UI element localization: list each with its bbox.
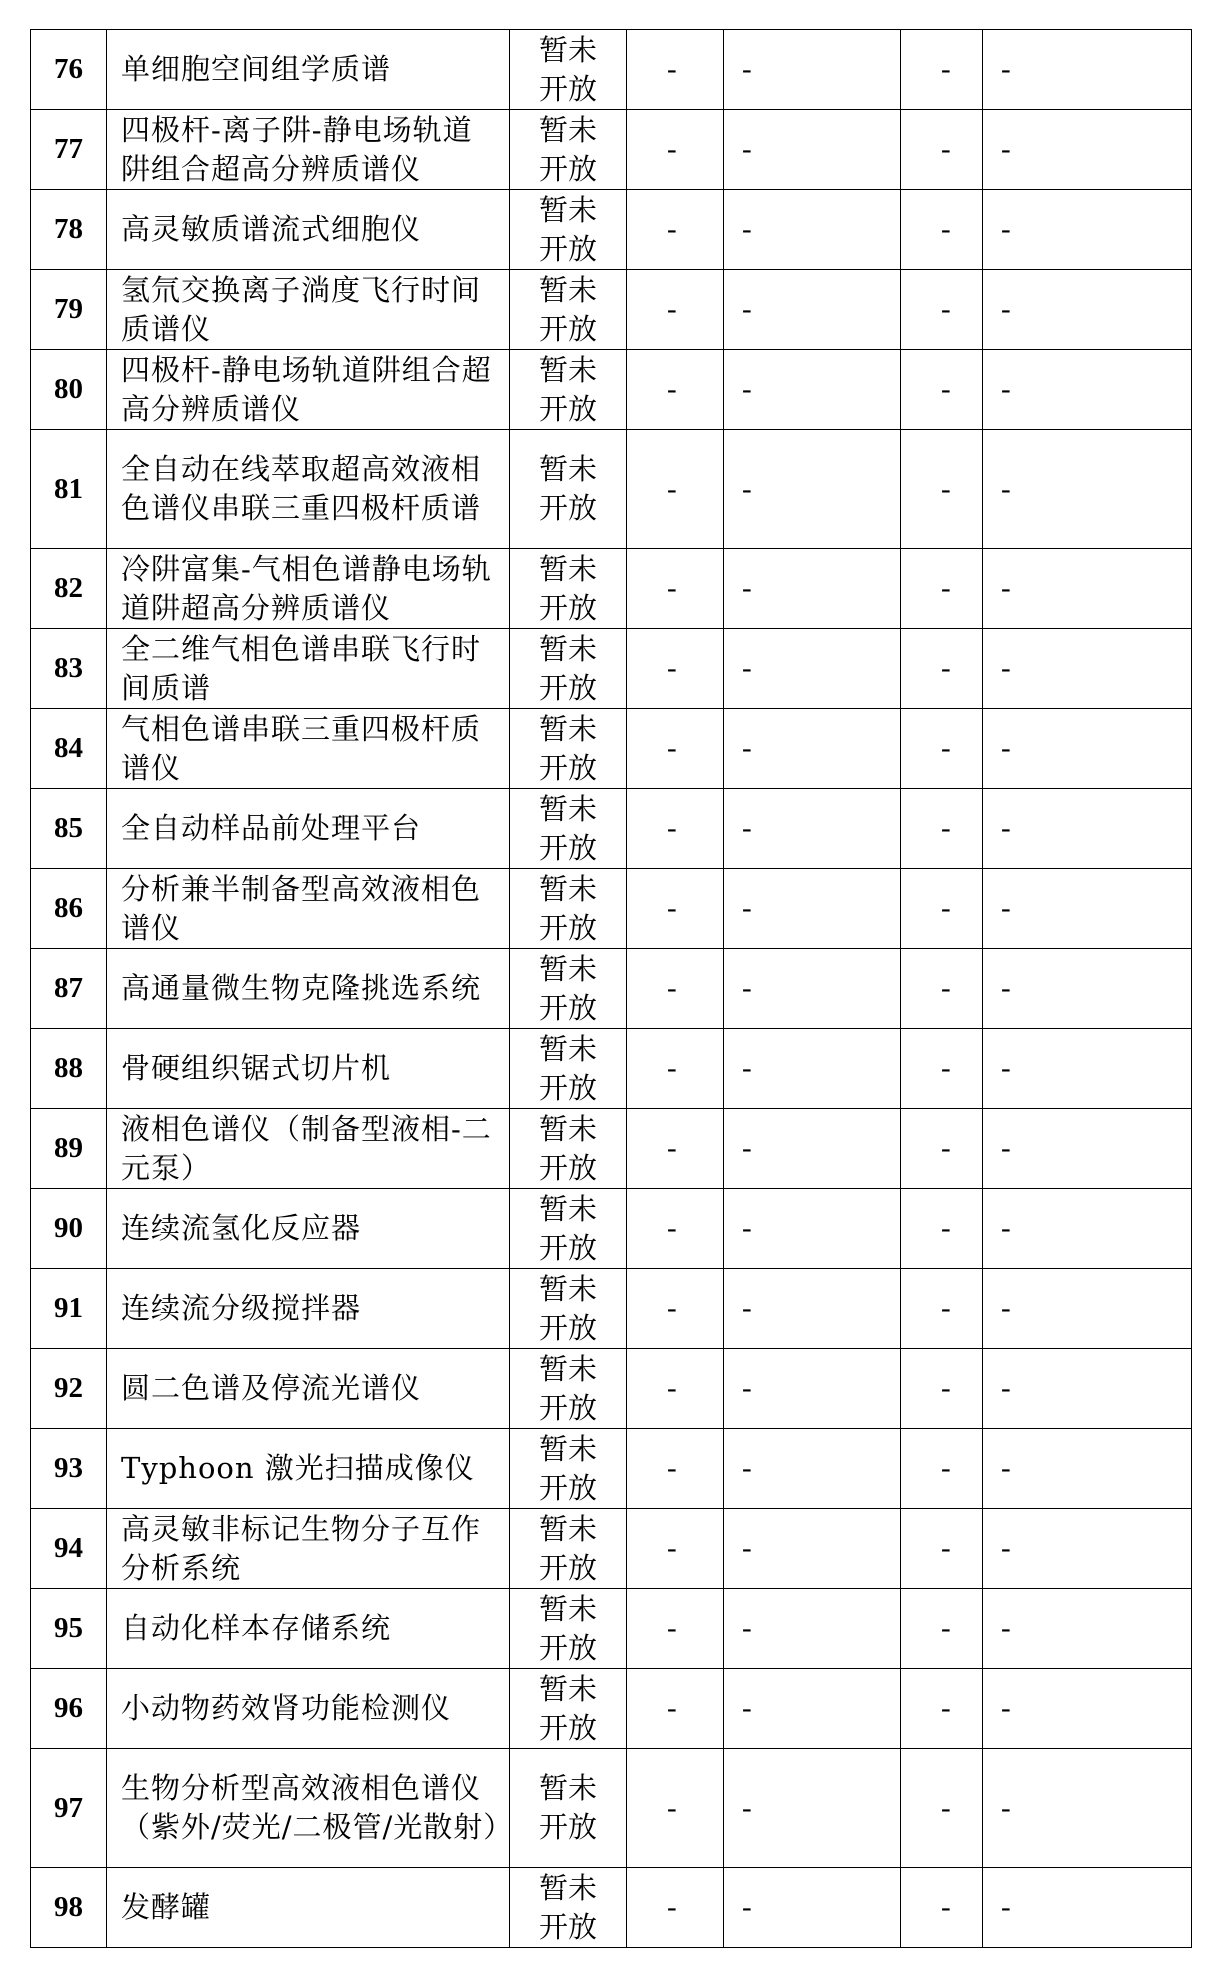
placeholder-cell: - bbox=[901, 1589, 983, 1669]
placeholder-cell: - bbox=[901, 629, 983, 709]
row-number: 78 bbox=[31, 190, 107, 270]
status-line-1: 暂未 bbox=[538, 1031, 597, 1066]
status-line-2: 开放 bbox=[538, 1390, 597, 1425]
placeholder-cell: - bbox=[983, 1669, 1192, 1749]
placeholder-cell: - bbox=[627, 869, 724, 949]
instrument-name: 单细胞空间组学质谱 bbox=[107, 30, 510, 110]
status-line-2: 开放 bbox=[538, 590, 597, 625]
equipment-table bbox=[30, 29, 1192, 1948]
availability-status bbox=[510, 949, 627, 1029]
availability-status bbox=[510, 709, 627, 789]
instrument-name: 小动物药效肾功能检测仪 bbox=[107, 1669, 510, 1749]
availability-status bbox=[510, 1749, 627, 1868]
availability-status bbox=[510, 1669, 627, 1749]
placeholder-cell: - bbox=[724, 190, 901, 270]
placeholder-cell: - bbox=[983, 430, 1192, 549]
row-number: 96 bbox=[31, 1669, 107, 1749]
availability-status bbox=[510, 430, 627, 549]
status-line-1: 暂未 bbox=[538, 1191, 597, 1226]
status-line-1: 暂未 bbox=[538, 452, 597, 486]
availability-status bbox=[510, 869, 627, 949]
placeholder-cell: - bbox=[983, 350, 1192, 430]
status-line-2: 开放 bbox=[538, 1710, 597, 1745]
status-line-1: 暂未 bbox=[538, 551, 597, 586]
table-row bbox=[31, 1109, 1192, 1189]
placeholder-cell: - bbox=[901, 709, 983, 789]
availability-status bbox=[510, 270, 627, 350]
availability-status bbox=[510, 1868, 627, 1948]
placeholder-cell: - bbox=[983, 1868, 1192, 1948]
table-row bbox=[31, 869, 1192, 949]
status-line-1: 暂未 bbox=[538, 1671, 597, 1706]
table-row bbox=[31, 1749, 1192, 1868]
placeholder-cell: - bbox=[627, 1669, 724, 1749]
placeholder-cell: - bbox=[901, 190, 983, 270]
placeholder-cell: - bbox=[627, 1269, 724, 1349]
availability-status bbox=[510, 1269, 627, 1349]
placeholder-cell: - bbox=[983, 1109, 1192, 1189]
row-number: 77 bbox=[31, 110, 107, 190]
placeholder-cell: - bbox=[724, 549, 901, 629]
placeholder-cell: - bbox=[724, 1269, 901, 1349]
table-body bbox=[31, 30, 1192, 1948]
placeholder-cell: - bbox=[627, 1589, 724, 1669]
placeholder-cell: - bbox=[724, 110, 901, 190]
table-row bbox=[31, 1269, 1192, 1349]
placeholder-cell: - bbox=[724, 709, 901, 789]
status-line-1: 暂未 bbox=[538, 1111, 597, 1146]
instrument-name: 全自动在线萃取超高效液相色谱仪串联三重四极杆质谱 bbox=[107, 430, 510, 549]
table-row bbox=[31, 350, 1192, 430]
instrument-name: 连续流氢化反应器 bbox=[107, 1189, 510, 1269]
table-row bbox=[31, 709, 1192, 789]
placeholder-cell: - bbox=[724, 1189, 901, 1269]
status-line-1: 暂未 bbox=[538, 192, 597, 227]
placeholder-cell: - bbox=[627, 949, 724, 1029]
table-row bbox=[31, 549, 1192, 629]
status-line-1: 暂未 bbox=[538, 352, 597, 387]
instrument-name: 氢氘交换离子淌度飞行时间质谱仪 bbox=[107, 270, 510, 350]
row-number: 91 bbox=[31, 1269, 107, 1349]
status-line-2: 开放 bbox=[538, 1470, 597, 1505]
row-number: 92 bbox=[31, 1349, 107, 1429]
table-row bbox=[31, 270, 1192, 350]
row-number: 98 bbox=[31, 1868, 107, 1948]
placeholder-cell: - bbox=[983, 869, 1192, 949]
availability-status bbox=[510, 1349, 627, 1429]
availability-status bbox=[510, 1029, 627, 1109]
table-row bbox=[31, 1868, 1192, 1948]
placeholder-cell: - bbox=[627, 1749, 724, 1868]
instrument-name: 四极杆-静电场轨道阱组合超高分辨质谱仪 bbox=[107, 350, 510, 430]
placeholder-cell: - bbox=[724, 1109, 901, 1189]
placeholder-cell: - bbox=[983, 1029, 1192, 1109]
row-number: 80 bbox=[31, 350, 107, 430]
row-number: 85 bbox=[31, 789, 107, 869]
status-line-1: 暂未 bbox=[538, 272, 597, 307]
row-number: 86 bbox=[31, 869, 107, 949]
row-number: 84 bbox=[31, 709, 107, 789]
table-row bbox=[31, 430, 1192, 549]
status-line-1: 暂未 bbox=[538, 32, 597, 67]
instrument-name: 圆二色谱及停流光谱仪 bbox=[107, 1349, 510, 1429]
status-line-1: 暂未 bbox=[538, 711, 597, 746]
status-line-2: 开放 bbox=[538, 1150, 597, 1185]
placeholder-cell: - bbox=[724, 1029, 901, 1109]
row-number: 94 bbox=[31, 1509, 107, 1589]
table-row bbox=[31, 1669, 1192, 1749]
row-number: 83 bbox=[31, 629, 107, 709]
availability-status bbox=[510, 350, 627, 430]
placeholder-cell: - bbox=[724, 1669, 901, 1749]
placeholder-cell: - bbox=[901, 350, 983, 430]
row-number: 76 bbox=[31, 30, 107, 110]
placeholder-cell: - bbox=[627, 1109, 724, 1189]
status-line-2: 开放 bbox=[538, 391, 597, 426]
placeholder-cell: - bbox=[983, 1429, 1192, 1509]
placeholder-cell: - bbox=[627, 30, 724, 110]
availability-status bbox=[510, 1109, 627, 1189]
availability-status bbox=[510, 1189, 627, 1269]
placeholder-cell: - bbox=[983, 1509, 1192, 1589]
placeholder-cell: - bbox=[627, 1868, 724, 1948]
placeholder-cell: - bbox=[901, 1509, 983, 1589]
placeholder-cell: - bbox=[983, 270, 1192, 350]
instrument-name: Typhoon 激光扫描成像仪 bbox=[107, 1429, 510, 1509]
placeholder-cell: - bbox=[724, 30, 901, 110]
status-line-1: 暂未 bbox=[538, 1511, 597, 1546]
availability-status bbox=[510, 1509, 627, 1589]
placeholder-cell: - bbox=[901, 1269, 983, 1349]
placeholder-cell: - bbox=[627, 629, 724, 709]
table-row bbox=[31, 190, 1192, 270]
placeholder-cell: - bbox=[724, 1868, 901, 1948]
row-number: 87 bbox=[31, 949, 107, 1029]
row-number: 79 bbox=[31, 270, 107, 350]
status-line-2: 开放 bbox=[538, 1230, 597, 1265]
placeholder-cell: - bbox=[901, 949, 983, 1029]
placeholder-cell: - bbox=[724, 1349, 901, 1429]
placeholder-cell: - bbox=[983, 190, 1192, 270]
placeholder-cell: - bbox=[983, 1749, 1192, 1868]
status-line-1: 暂未 bbox=[538, 631, 597, 666]
instrument-name: 高灵敏质谱流式细胞仪 bbox=[107, 190, 510, 270]
placeholder-cell: - bbox=[901, 1189, 983, 1269]
placeholder-cell: - bbox=[627, 709, 724, 789]
availability-status bbox=[510, 549, 627, 629]
status-line-1: 暂未 bbox=[538, 112, 597, 147]
placeholder-cell: - bbox=[901, 1029, 983, 1109]
row-number: 88 bbox=[31, 1029, 107, 1109]
instrument-name: 分析兼半制备型高效液相色谱仪 bbox=[107, 869, 510, 949]
placeholder-cell: - bbox=[901, 1109, 983, 1189]
placeholder-cell: - bbox=[901, 30, 983, 110]
status-line-1: 暂未 bbox=[538, 1431, 597, 1466]
placeholder-cell: - bbox=[983, 110, 1192, 190]
status-line-1: 暂未 bbox=[538, 1351, 597, 1386]
placeholder-cell: - bbox=[983, 1189, 1192, 1269]
placeholder-cell: - bbox=[983, 1349, 1192, 1429]
status-line-2: 开放 bbox=[538, 1909, 597, 1944]
placeholder-cell: - bbox=[901, 789, 983, 869]
placeholder-cell: - bbox=[724, 1589, 901, 1669]
placeholder-cell: - bbox=[901, 270, 983, 350]
table-row bbox=[31, 1589, 1192, 1669]
instrument-name: 全自动样品前处理平台 bbox=[107, 789, 510, 869]
status-line-1: 暂未 bbox=[538, 791, 597, 826]
table-row bbox=[31, 1349, 1192, 1429]
instrument-name: 高通量微生物克隆挑选系统 bbox=[107, 949, 510, 1029]
instrument-name: 生物分析型高效液相色谱仪（紫外/荧光/二极管/光散射） bbox=[107, 1749, 510, 1868]
status-line-2: 开放 bbox=[538, 830, 597, 865]
placeholder-cell: - bbox=[901, 549, 983, 629]
placeholder-cell: - bbox=[724, 869, 901, 949]
placeholder-cell: - bbox=[627, 1349, 724, 1429]
placeholder-cell: - bbox=[627, 789, 724, 869]
placeholder-cell: - bbox=[724, 789, 901, 869]
instrument-name: 自动化样本存储系统 bbox=[107, 1589, 510, 1669]
placeholder-cell: - bbox=[901, 110, 983, 190]
placeholder-cell: - bbox=[627, 270, 724, 350]
instrument-name: 气相色谱串联三重四极杆质谱仪 bbox=[107, 709, 510, 789]
status-line-1: 暂未 bbox=[538, 1591, 597, 1626]
availability-status bbox=[510, 1429, 627, 1509]
instrument-name: 液相色谱仪（制备型液相-二元泵） bbox=[107, 1109, 510, 1189]
table-row bbox=[31, 629, 1192, 709]
status-line-2: 开放 bbox=[538, 670, 597, 705]
status-line-1: 暂未 bbox=[538, 1771, 597, 1805]
status-line-2: 开放 bbox=[538, 1810, 597, 1844]
status-line-1: 暂未 bbox=[538, 951, 597, 986]
table-row bbox=[31, 30, 1192, 110]
status-line-2: 开放 bbox=[538, 990, 597, 1025]
availability-status bbox=[510, 789, 627, 869]
placeholder-cell: - bbox=[724, 270, 901, 350]
placeholder-cell: - bbox=[627, 190, 724, 270]
row-number: 89 bbox=[31, 1109, 107, 1189]
placeholder-cell: - bbox=[983, 549, 1192, 629]
status-line-2: 开放 bbox=[538, 1070, 597, 1105]
placeholder-cell: - bbox=[627, 350, 724, 430]
status-line-1: 暂未 bbox=[538, 871, 597, 906]
status-line-2: 开放 bbox=[538, 1550, 597, 1585]
placeholder-cell: - bbox=[724, 430, 901, 549]
placeholder-cell: - bbox=[724, 1749, 901, 1868]
placeholder-cell: - bbox=[983, 1269, 1192, 1349]
status-line-1: 暂未 bbox=[538, 1870, 597, 1905]
status-line-1: 暂未 bbox=[538, 1271, 597, 1306]
placeholder-cell: - bbox=[627, 549, 724, 629]
instrument-name: 骨硬组织锯式切片机 bbox=[107, 1029, 510, 1109]
placeholder-cell: - bbox=[627, 1429, 724, 1509]
instrument-name: 全二维气相色谱串联飞行时间质谱 bbox=[107, 629, 510, 709]
status-line-2: 开放 bbox=[538, 151, 597, 186]
placeholder-cell: - bbox=[724, 350, 901, 430]
table-row bbox=[31, 1029, 1192, 1109]
row-number: 82 bbox=[31, 549, 107, 629]
availability-status bbox=[510, 110, 627, 190]
placeholder-cell: - bbox=[627, 1509, 724, 1589]
instrument-name: 冷阱富集-气相色谱静电场轨道阱超高分辨质谱仪 bbox=[107, 549, 510, 629]
availability-status bbox=[510, 629, 627, 709]
instrument-name: 连续流分级搅拌器 bbox=[107, 1269, 510, 1349]
status-line-2: 开放 bbox=[538, 71, 597, 106]
instrument-name: 高灵敏非标记生物分子互作分析系统 bbox=[107, 1509, 510, 1589]
status-line-2: 开放 bbox=[538, 750, 597, 785]
status-line-2: 开放 bbox=[538, 1630, 597, 1665]
placeholder-cell: - bbox=[901, 1349, 983, 1429]
placeholder-cell: - bbox=[983, 629, 1192, 709]
placeholder-cell: - bbox=[627, 110, 724, 190]
instrument-name: 四极杆-离子阱-静电场轨道阱组合超高分辨质谱仪 bbox=[107, 110, 510, 190]
status-line-2: 开放 bbox=[538, 491, 597, 525]
row-number: 81 bbox=[31, 430, 107, 549]
placeholder-cell: - bbox=[983, 789, 1192, 869]
table-row bbox=[31, 1189, 1192, 1269]
status-line-2: 开放 bbox=[538, 311, 597, 346]
placeholder-cell: - bbox=[724, 1509, 901, 1589]
table-row bbox=[31, 1429, 1192, 1509]
status-line-2: 开放 bbox=[538, 1310, 597, 1345]
placeholder-cell: - bbox=[983, 1589, 1192, 1669]
equipment-table-container bbox=[30, 29, 1191, 1948]
placeholder-cell: - bbox=[724, 949, 901, 1029]
table-row bbox=[31, 949, 1192, 1029]
table-row bbox=[31, 1509, 1192, 1589]
availability-status bbox=[510, 1589, 627, 1669]
status-line-2: 开放 bbox=[538, 910, 597, 945]
placeholder-cell: - bbox=[901, 1868, 983, 1948]
placeholder-cell: - bbox=[901, 430, 983, 549]
row-number: 90 bbox=[31, 1189, 107, 1269]
status-line-2: 开放 bbox=[538, 231, 597, 266]
placeholder-cell: - bbox=[901, 1429, 983, 1509]
placeholder-cell: - bbox=[901, 869, 983, 949]
table-row bbox=[31, 110, 1192, 190]
row-number: 97 bbox=[31, 1749, 107, 1868]
availability-status bbox=[510, 190, 627, 270]
placeholder-cell: - bbox=[901, 1669, 983, 1749]
placeholder-cell: - bbox=[627, 1189, 724, 1269]
row-number: 95 bbox=[31, 1589, 107, 1669]
placeholder-cell: - bbox=[983, 709, 1192, 789]
row-number: 93 bbox=[31, 1429, 107, 1509]
placeholder-cell: - bbox=[983, 949, 1192, 1029]
placeholder-cell: - bbox=[724, 1429, 901, 1509]
placeholder-cell: - bbox=[627, 1029, 724, 1109]
placeholder-cell: - bbox=[627, 430, 724, 549]
placeholder-cell: - bbox=[901, 1749, 983, 1868]
placeholder-cell: - bbox=[724, 629, 901, 709]
instrument-name: 发酵罐 bbox=[107, 1868, 510, 1948]
table-row bbox=[31, 789, 1192, 869]
availability-status bbox=[510, 30, 627, 110]
placeholder-cell: - bbox=[983, 30, 1192, 110]
